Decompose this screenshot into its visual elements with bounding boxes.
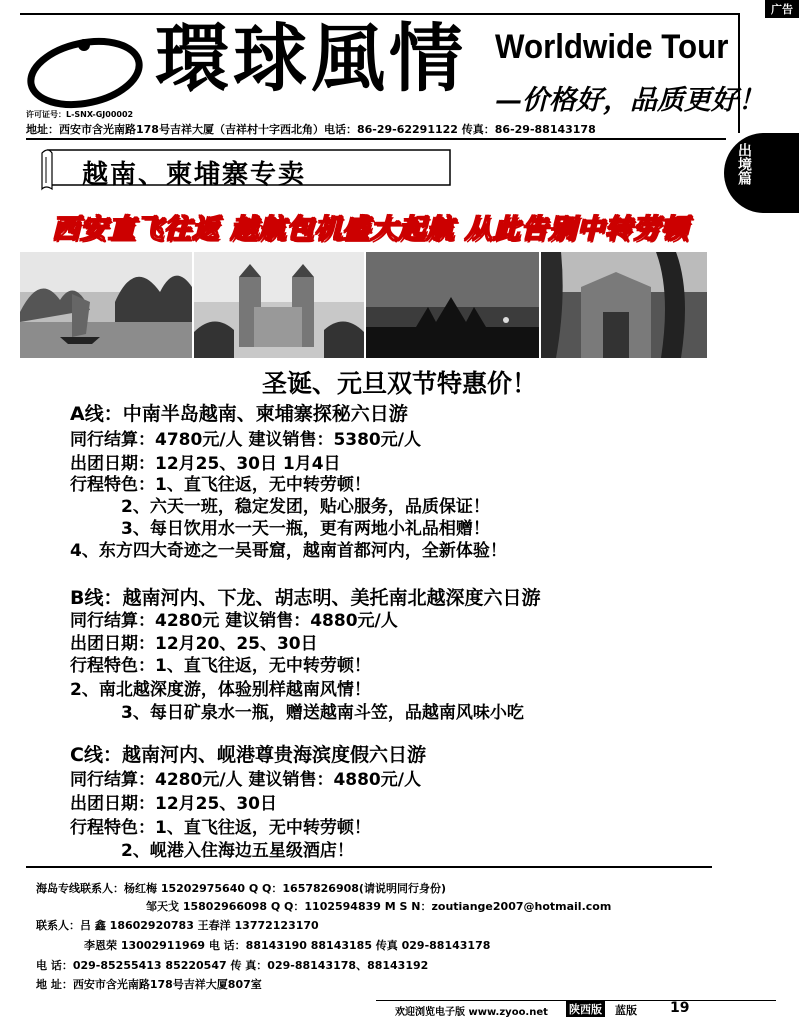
section-tab-label: 出境篇 <box>736 143 752 185</box>
brand-name-english: Worldwide Tour <box>495 28 729 66</box>
ad-tag: 广告 <box>765 0 799 18</box>
brand-name-chinese: 環球風情 <box>155 16 467 102</box>
route-c-price: 同行结算：4280元/人 建议销售：4880元/人 <box>70 770 421 790</box>
route-b-price: 同行结算：4280元 建议销售：4880元/人 <box>70 611 398 631</box>
contact-line: 邹天戈 15802966098 Q Q：1102594839 M S N：zoutiange2007@hotmail.com <box>146 900 612 913</box>
route-a-title: A线：中南半岛越南、柬埔寨探秘六日游 <box>70 403 408 425</box>
contact-line: 联系人：吕 鑫 18602920783 王春洋 13772123170 <box>36 919 319 932</box>
headline: 西安直飞往返 越航包机盛大起航 从此告别中转劳顿 <box>52 214 689 245</box>
route-a-feature: 2、六天一班，稳定发团，贴心服务，品质保证！ <box>121 497 490 517</box>
footer-website: 欢迎浏览电子版 www.zyoo.net <box>395 1007 548 1018</box>
route-c-feature: 行程特色：1、直飞往返，无中转劳顿！ <box>70 818 371 838</box>
contact-line: 李恩荣 13002911969 电 话：88143190 88143185 传真 029-88143178 <box>84 939 491 952</box>
photo-angkor-wat <box>366 252 539 358</box>
slogan: —价格好，品质更好！ <box>495 85 765 116</box>
route-b-feature: 行程特色：1、直飞往返，无中转劳顿！ <box>70 656 371 676</box>
route-b-title: B线：越南河内、下龙、胡志明、美托南北越深度六日游 <box>70 587 541 609</box>
company-address: 地址：西安市含光南路178号吉祥大厦（吉祥村十字西北角）电话：86-29-62291122 传真：86-29-88143178 <box>26 123 596 136</box>
contact-line: 地 址：西安市含光南路178号吉祥大厦807室 <box>36 978 262 991</box>
logo-dot <box>78 39 90 51</box>
photo-ta-prohm-ruins <box>541 252 707 358</box>
route-c-dates: 出团日期：12月25、30日 <box>70 794 277 814</box>
page-number: 19 <box>670 1000 690 1016</box>
route-b-dates: 出团日期：12月20、25、30日 <box>70 634 318 654</box>
route-a-feature: 行程特色：1、直飞往返，无中转劳顿！ <box>70 475 371 495</box>
route-a-feature: 4、东方四大奇迹之一吴哥窟，越南首都河内，全新体验！ <box>70 541 507 561</box>
contact-divider <box>26 866 712 868</box>
route-a-price: 同行结算：4780元/人 建议销售：5380元/人 <box>70 430 421 450</box>
route-b-feature: 2、南北越深度游，体验别样越南风情！ <box>70 680 371 700</box>
route-b-feature: 3、每日矿泉水一瓶，赠送越南斗笠，品越南风味小吃 <box>121 703 524 723</box>
contact-line: 电 话：029-85255413 85220547 传 真：029-88143178、88143192 <box>36 959 429 972</box>
route-c-feature: 2、岘港入住海边五星级酒店！ <box>121 841 354 861</box>
footer-version: 蓝版 <box>615 1004 637 1017</box>
photo-cao-dai-temple <box>194 252 364 358</box>
photo-halong-bay <box>20 252 192 358</box>
header-divider <box>26 138 726 140</box>
footer-edition-tag: 陕西版 <box>566 1001 605 1017</box>
route-a-feature: 3、每日饮用水一天一瓶，更有两地小礼品相赠！ <box>121 519 490 539</box>
route-a-dates: 出团日期：12月25、30日 1月4日 <box>70 454 341 474</box>
license-number: 许可证号：L-SNX-GJ00002 <box>26 110 134 119</box>
route-c-title: C线：越南河内、岘港尊贵海滨度假六日游 <box>70 744 426 766</box>
top-rule <box>20 13 740 15</box>
brand-logo <box>26 33 144 111</box>
banner-title: 越南、柬埔寨专卖 <box>82 160 307 190</box>
promo-title: 圣诞、元旦双节特惠价！ <box>261 369 537 398</box>
contact-line: 海岛专线联系人：杨红梅 15202975640 Q Q：1657826908(请说明同行身份) <box>36 882 446 895</box>
section-tab <box>724 133 799 213</box>
